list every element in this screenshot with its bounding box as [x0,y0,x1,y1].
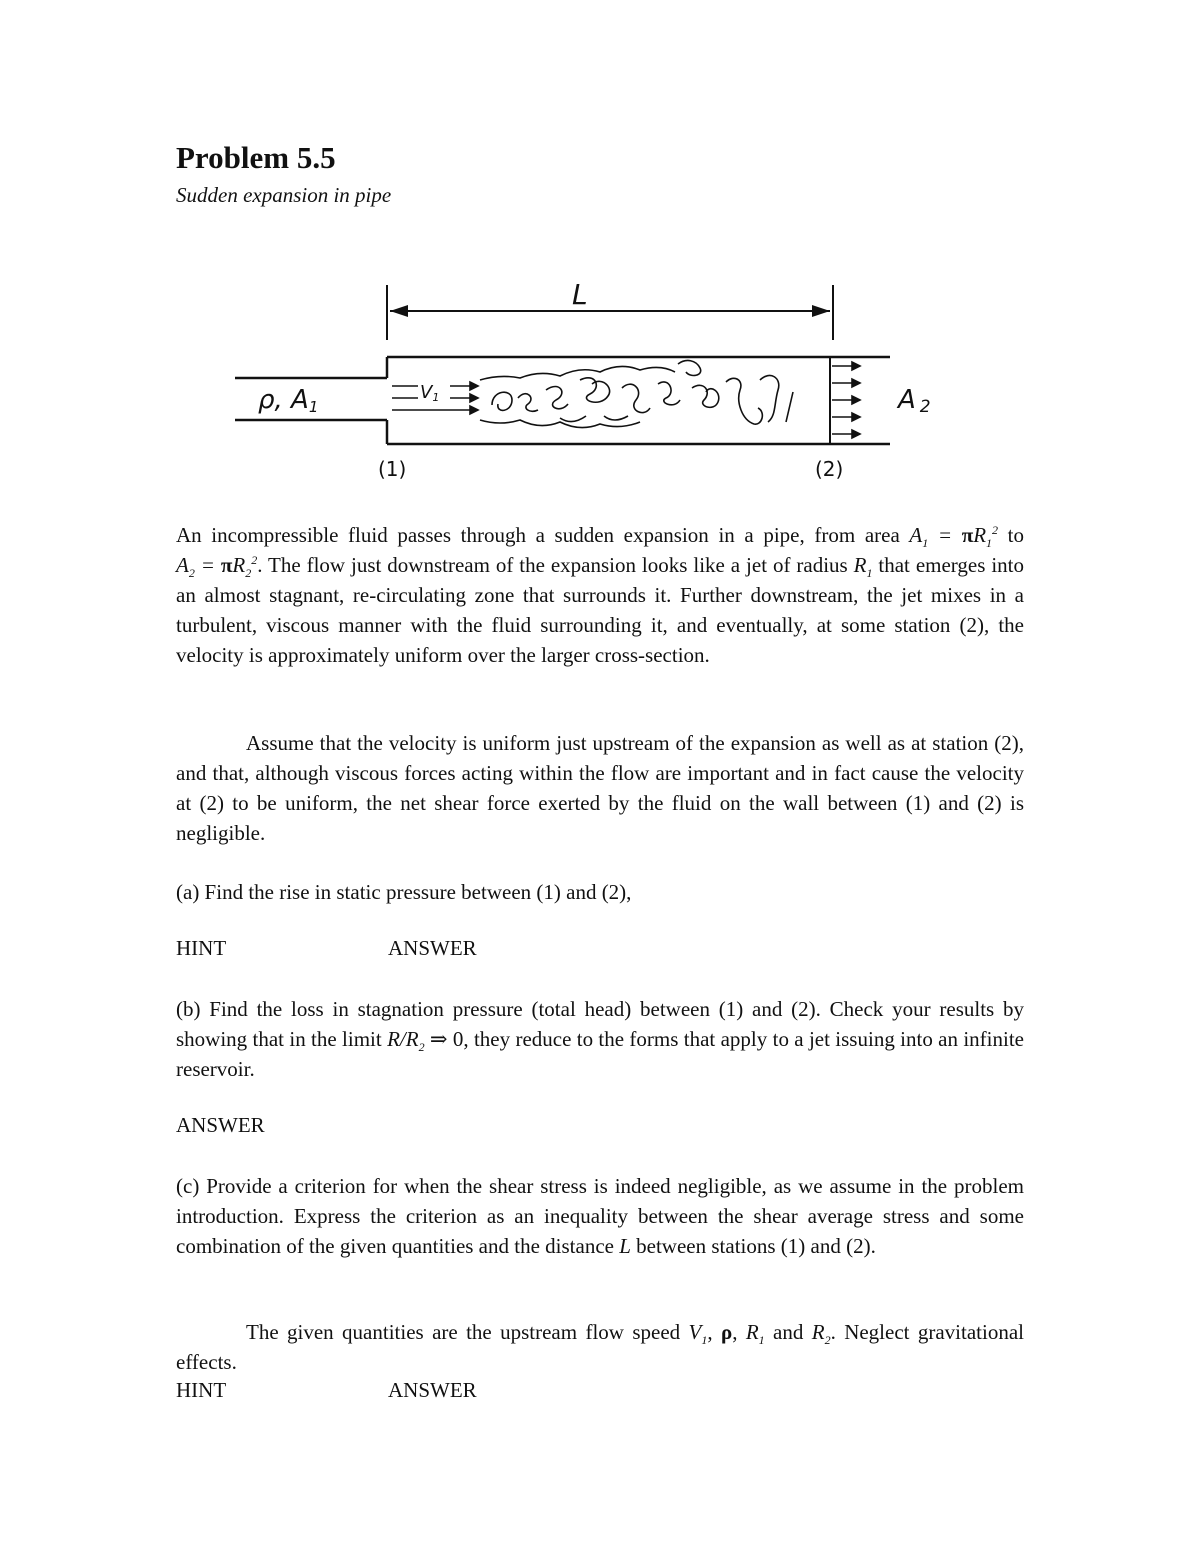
jet-radius-symbol: $R_1$ [853,553,873,581]
dimension-arrow-right [812,305,830,317]
inlet-label: ρ, A1 [258,385,319,416]
answer-link-part-b[interactable]: ANSWER [176,1113,265,1137]
velocity-symbol: $V_1$ [688,1320,708,1348]
sudden-expansion-diagram [230,280,970,490]
given-quantities-paragraph: The given quantities are the upstream flow speed $V_1$, ρ, $R_1$ and $R_2$. Neglect gravitational effects. [176,1320,1024,1374]
turbulent-jet-region [480,361,793,428]
length-label: L [572,280,588,311]
intro-paragraph: An incompressible fluid passes through a sudden expansion in a pipe, from area $A_1 = \pi R_1^2$ to $A_2 = \pi R_2^2$. The flow just downstream of the expansion looks like a jet of radius $R_1$ that emerges into an almost stagnant, re-circulating zone that surrounds it. Further downstream, the jet mixes in a turbulent, viscous manner with the fluid surrounding it, and eventually, at some station (2), the velocity is approximately uniform over the larger cross-section. [176,523,1024,667]
area1-equation: $A_1 = \pi R_1^2$ [909,523,999,551]
page-title: Problem 5.5 [176,140,336,175]
radius-ratio-symbol: $R/R_2$ [387,1027,425,1055]
hint-link-part-c[interactable]: HINT [176,1378,227,1402]
area2-equation: $A_2 = \pi R_2^2$ [176,553,258,581]
outlet-velocity-arrows [832,362,860,438]
answer-link-part-a[interactable]: ANSWER [388,936,477,960]
part-b-question: (b) Find the loss in stagnation pressure (total head) between (1) and (2). Check your results by showing that in the limit $R/R_2$ ⇒ 0, they reduce to the forms that apply to a jet issuing into an infinite reservoir. [176,997,1024,1081]
station1-label: (1) [378,457,407,481]
r1-symbol: $R_1$ [745,1320,765,1348]
velocity-label: V1 [420,382,440,404]
density-symbol: ρ [720,1320,733,1344]
assumption-paragraph: Assume that the velocity is uniform just upstream of the expansion as well as at station (2), and that, although viscous forces acting within the flow are important and in fact cause the velocity at (2) to be uniform, the net shear force exerted by the fluid on the wall between (1) and (2) is negligible. [176,731,1024,845]
part-a-question: (a) Find the rise in static pressure between (1) and (2), [176,880,632,904]
answer-link-part-c[interactable]: ANSWER [388,1378,477,1402]
page-subtitle: Sudden expansion in pipe [176,183,392,207]
part-c-question: (c) Provide a criterion for when the shear stress is indeed negligible, as we assume in the problem introduction. Express the criterion as an inequality between the shear average stress and some combination of the given quantities and the distance L between stations (1) and (2). [176,1174,1024,1258]
outlet-label: A 2 [898,385,931,417]
hint-link-part-a[interactable]: HINT [176,936,227,960]
length-symbol: L [619,1234,631,1258]
r2-symbol: $R_2$ [811,1320,831,1348]
station2-label: (2) [815,457,844,481]
dimension-arrow-left [390,305,408,317]
